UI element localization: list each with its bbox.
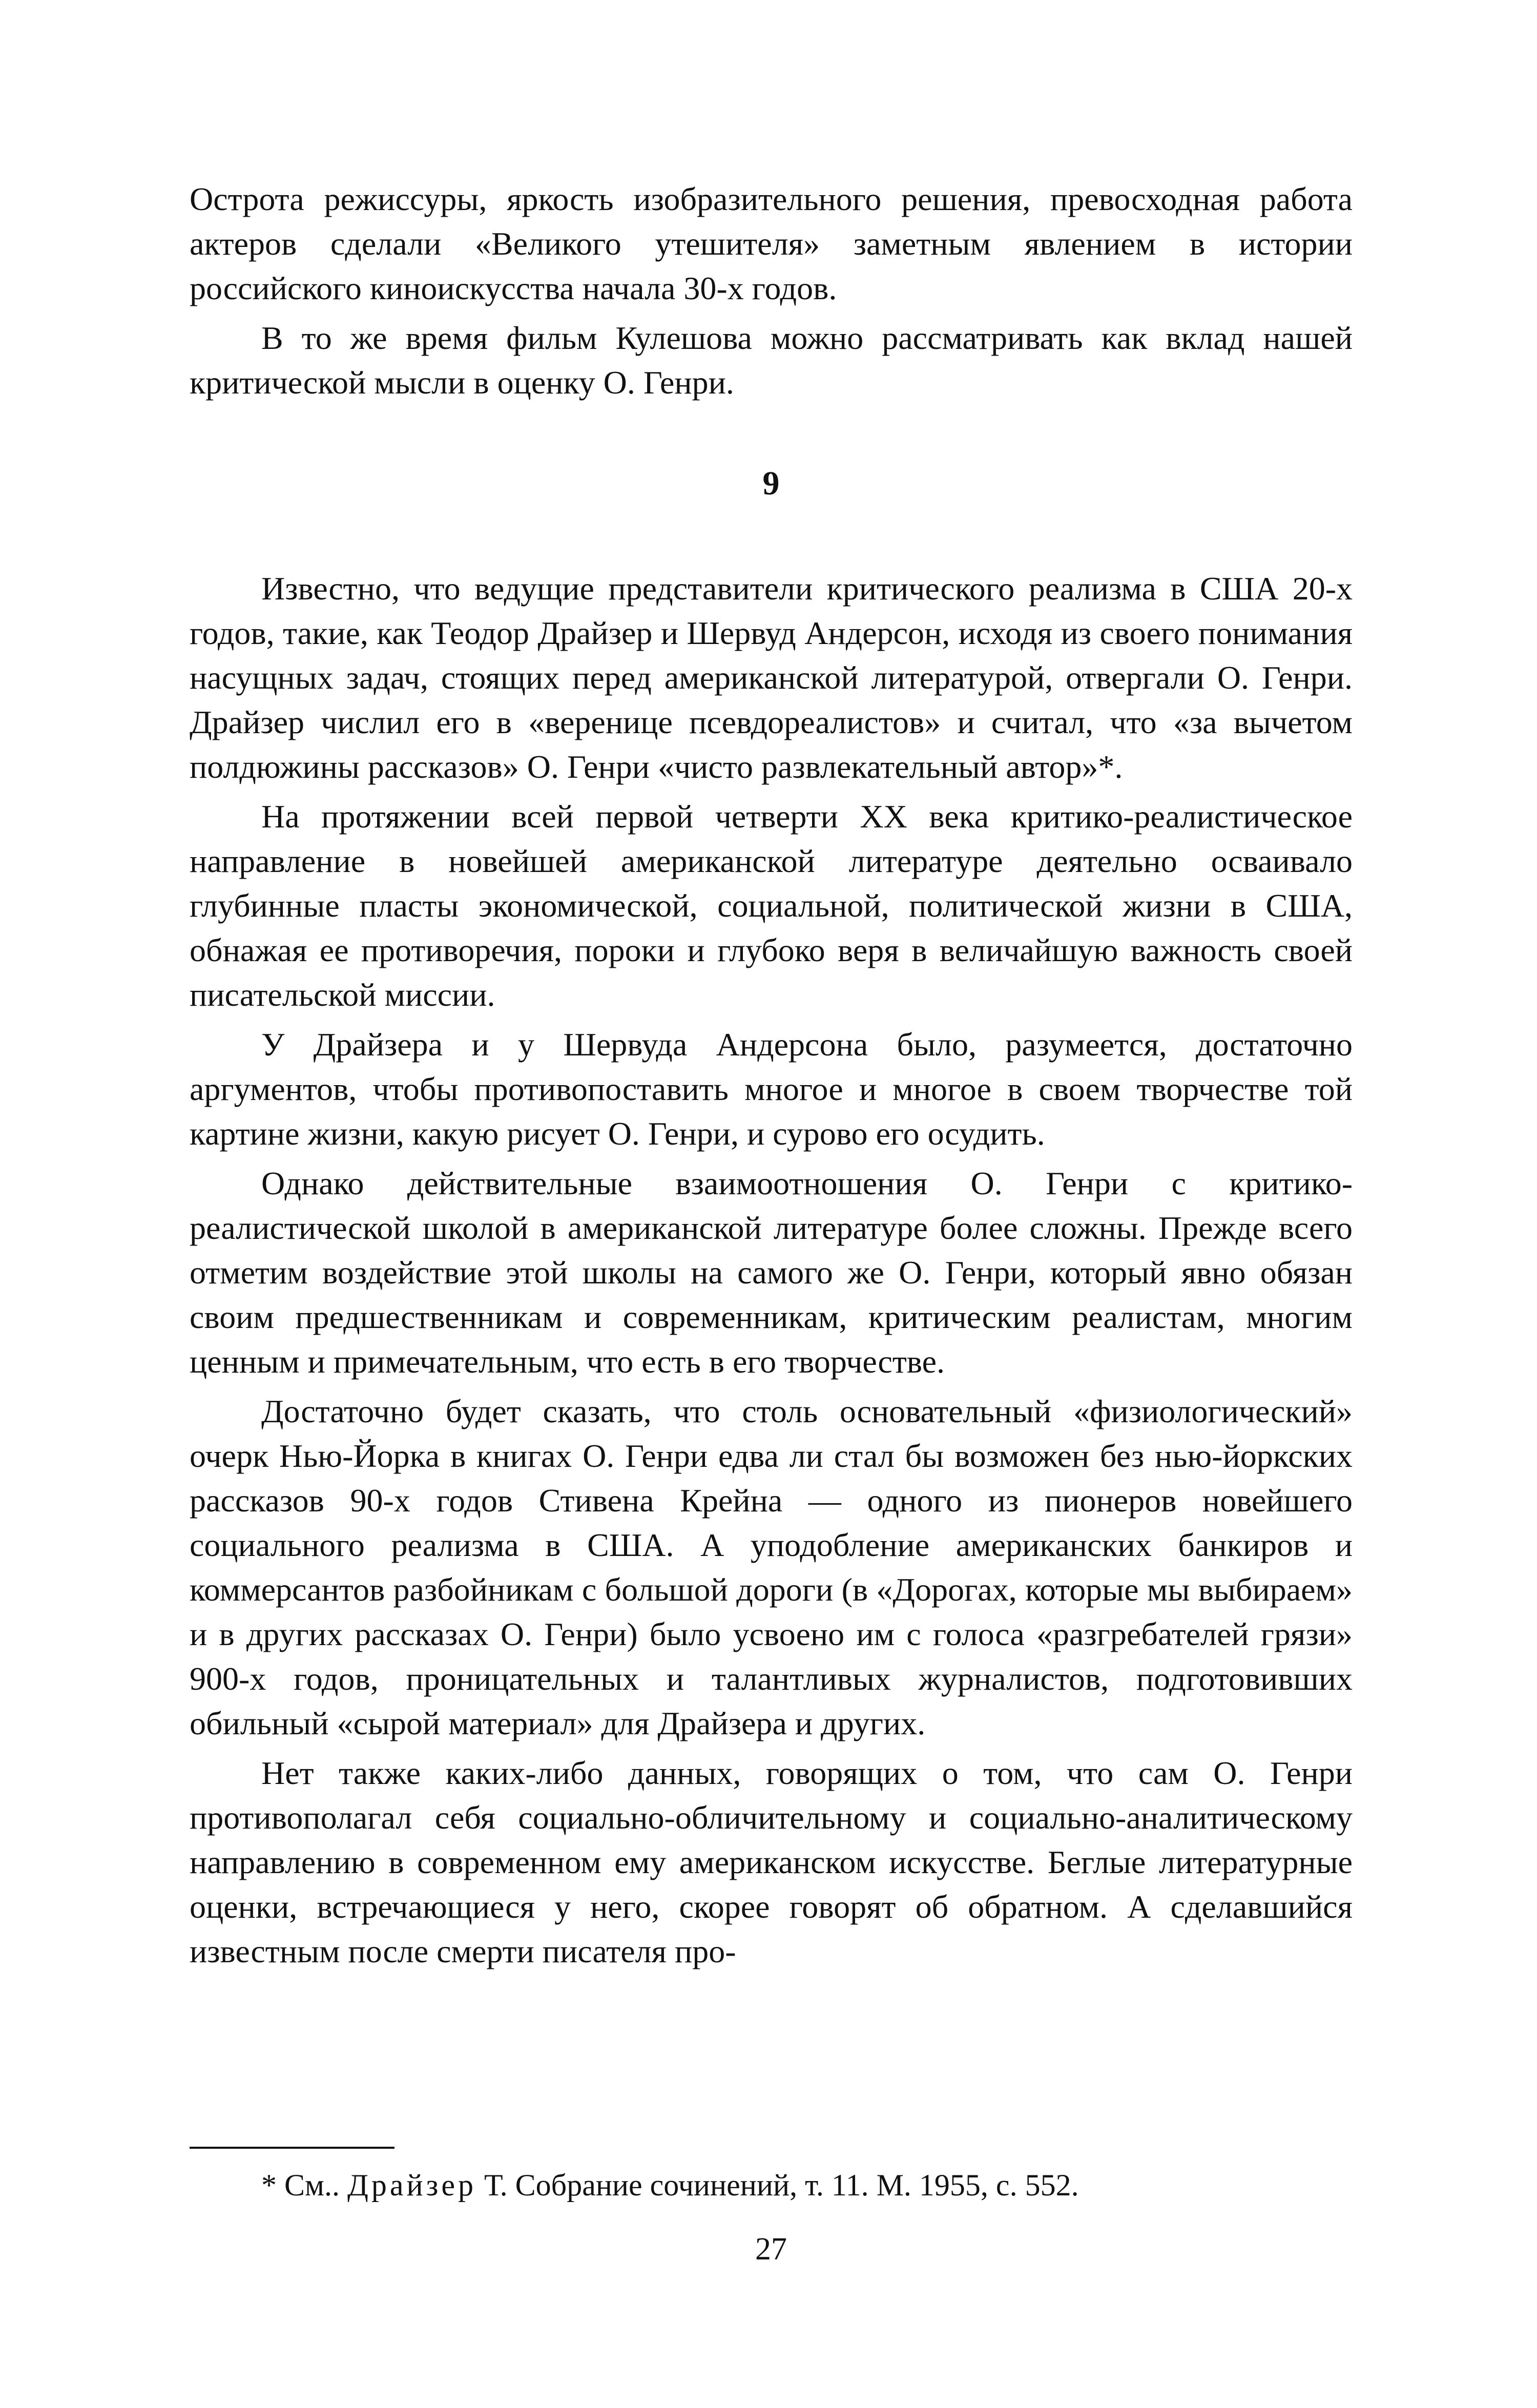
- book-page: [190, 177, 1353, 2267]
- footnote-marker: * См..: [261, 2168, 347, 2202]
- paragraph: Известно, что ведущие представители критического реализма в США 20-х годов, такие, как Теодор Драйзер и Шервуд Андерсон, исходя из своего понимания насущных задач, стоящих перед американской литературой, отвергали О. Генри. Драйзер числил его в «вереницe псевдореалистов» и считал, что «за вычетом полдюжины рассказов» О. Генри «чисто развлекательный автор»*.: [190, 570, 1353, 785]
- paragraph: В то же время фильм Кулешова можно рассматривать как вклад нашей критической мысли в оценку О. Генри.: [190, 320, 1353, 401]
- paragraph: У Драйзера и у Шервуда Андерсона было, разумеется, достаточно аргументов, чтобы противопоставить многое и многое в своем творчестве той картине жизни, какую рисует О. Генри, и сурово его осудить.: [190, 1026, 1353, 1152]
- footnote-divider: [190, 2147, 394, 2149]
- footnote: [190, 2165, 1353, 2206]
- footnote-citation: Т. Собрание сочинений, т. 11. М. 1955, с. 552.: [476, 2168, 1079, 2202]
- paragraph: Достаточно будет сказать, что столь основательный «физиологический» очерк Нью-Йорка в книгах О. Генри едва ли стал бы возможен без нью-йоркских рассказов 90-х годов Стивена Крейна — одного из пионеров новейшего социального реализма в США. А уподобление американских банкиров и коммерсантов разбойникам с большой дороги (в «Дорогах, которые мы выбираем» и в других рассказах О. Генри) было усвоено им с голоса «разгребателей грязи» 900-х годов, проницательных и талантливых журналистов, подготовивших обильный «сырой материал» для Драйзера и других.: [190, 1393, 1353, 1741]
- section-number: 9: [762, 465, 780, 502]
- paragraph: На протяжении всей первой четверти XX века критико-реалистическое направление в новейшей американской литературе деятельно осваивало глубинные пласты экономической, социальной, политической жизни в США, обнажая ее противоречия, пороки и глубоко веря в величайшую важность своей писательской миссии.: [190, 798, 1353, 1013]
- paragraph: Нет также каких-либо данных, говорящих о том, что сам О. Генри противополагал себя социально-обличительному и социально-аналитическому направлению в современном ему американском искусстве. Беглые литературные оценки, встречающиеся у него, скорее говорят об обратном. А сделавшийся известным после смерти писателя про-: [190, 1755, 1353, 1969]
- footnote-author: Драйзер: [347, 2168, 476, 2202]
- paragraph: Острота режиссуры, яркость изобразительного решения, превосходная работа актеров сделали «Великого утешителя» заметным явлением в истории российского киноискусства начала 30-х годов.: [190, 181, 1353, 306]
- paragraph: Однако действительные взаимоотношения О. Генри с критико-реалистической школой в американской литературе более сложны. Прежде всего отметим воздействие этой школы на самого же О. Генри, который явно обязан своим предшественникам и современникам, критическим реалистам, многим ценным и примечательным, что есть в его творчестве.: [190, 1165, 1353, 1380]
- page-number: 27: [755, 2232, 787, 2267]
